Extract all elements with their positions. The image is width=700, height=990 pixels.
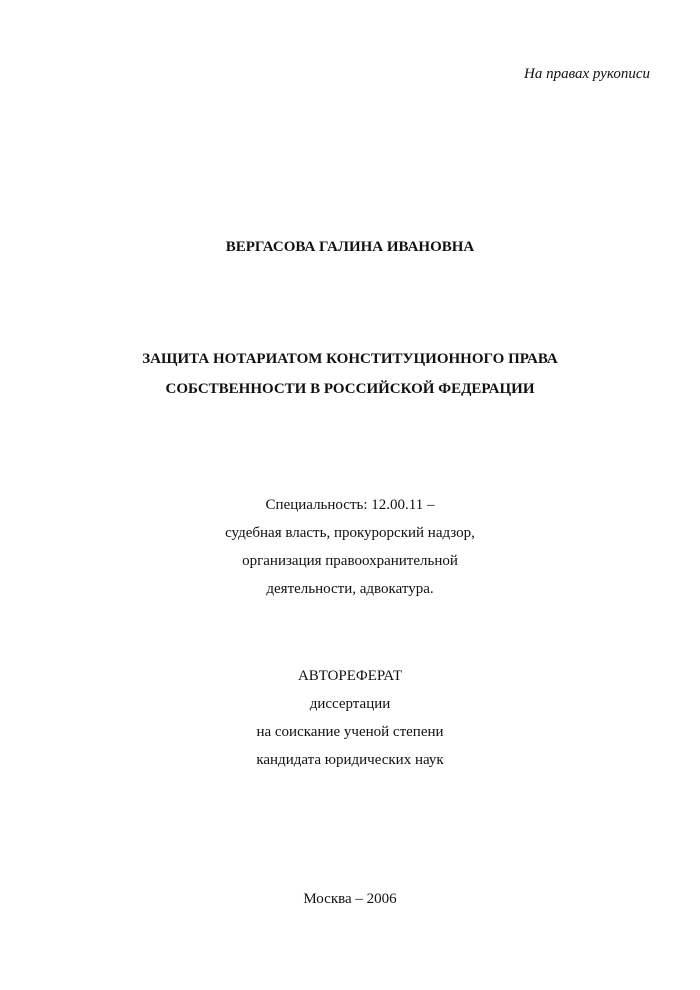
specialty-description-line: деятельности, адвокатура. bbox=[266, 581, 434, 597]
manuscript-rights-note: На правах рукописи bbox=[524, 66, 650, 82]
abstract-line: на соискание ученой степени bbox=[256, 724, 444, 740]
specialty-description-line: организация правоохранительной bbox=[242, 553, 458, 569]
abstract-line: диссертации bbox=[309, 696, 391, 712]
title-line: СОБСТВЕННОСТИ В РОССИЙСКОЙ ФЕДЕРАЦИИ bbox=[165, 381, 535, 397]
specialty-code-line: Специальность: 12.00.11 – bbox=[265, 497, 435, 513]
title-line: ЗАЩИТА НОТАРИАТОМ КОНСТИТУЦИОННОГО ПРАВА bbox=[142, 351, 558, 367]
place-and-year: Москва – 2006 bbox=[303, 891, 397, 907]
abstract-line: кандидата юридических наук bbox=[256, 752, 444, 768]
abstract-heading: АВТОРЕФЕРАТ bbox=[297, 668, 403, 684]
specialty-description-line: судебная власть, прокурорский надзор, bbox=[225, 525, 475, 541]
author-name: ВЕРГАСОВА ГАЛИНА ИВАНОВНА bbox=[225, 239, 475, 255]
dissertation-title bbox=[0, 344, 700, 404]
specialty-block bbox=[0, 491, 700, 603]
abstract-block bbox=[0, 662, 700, 774]
